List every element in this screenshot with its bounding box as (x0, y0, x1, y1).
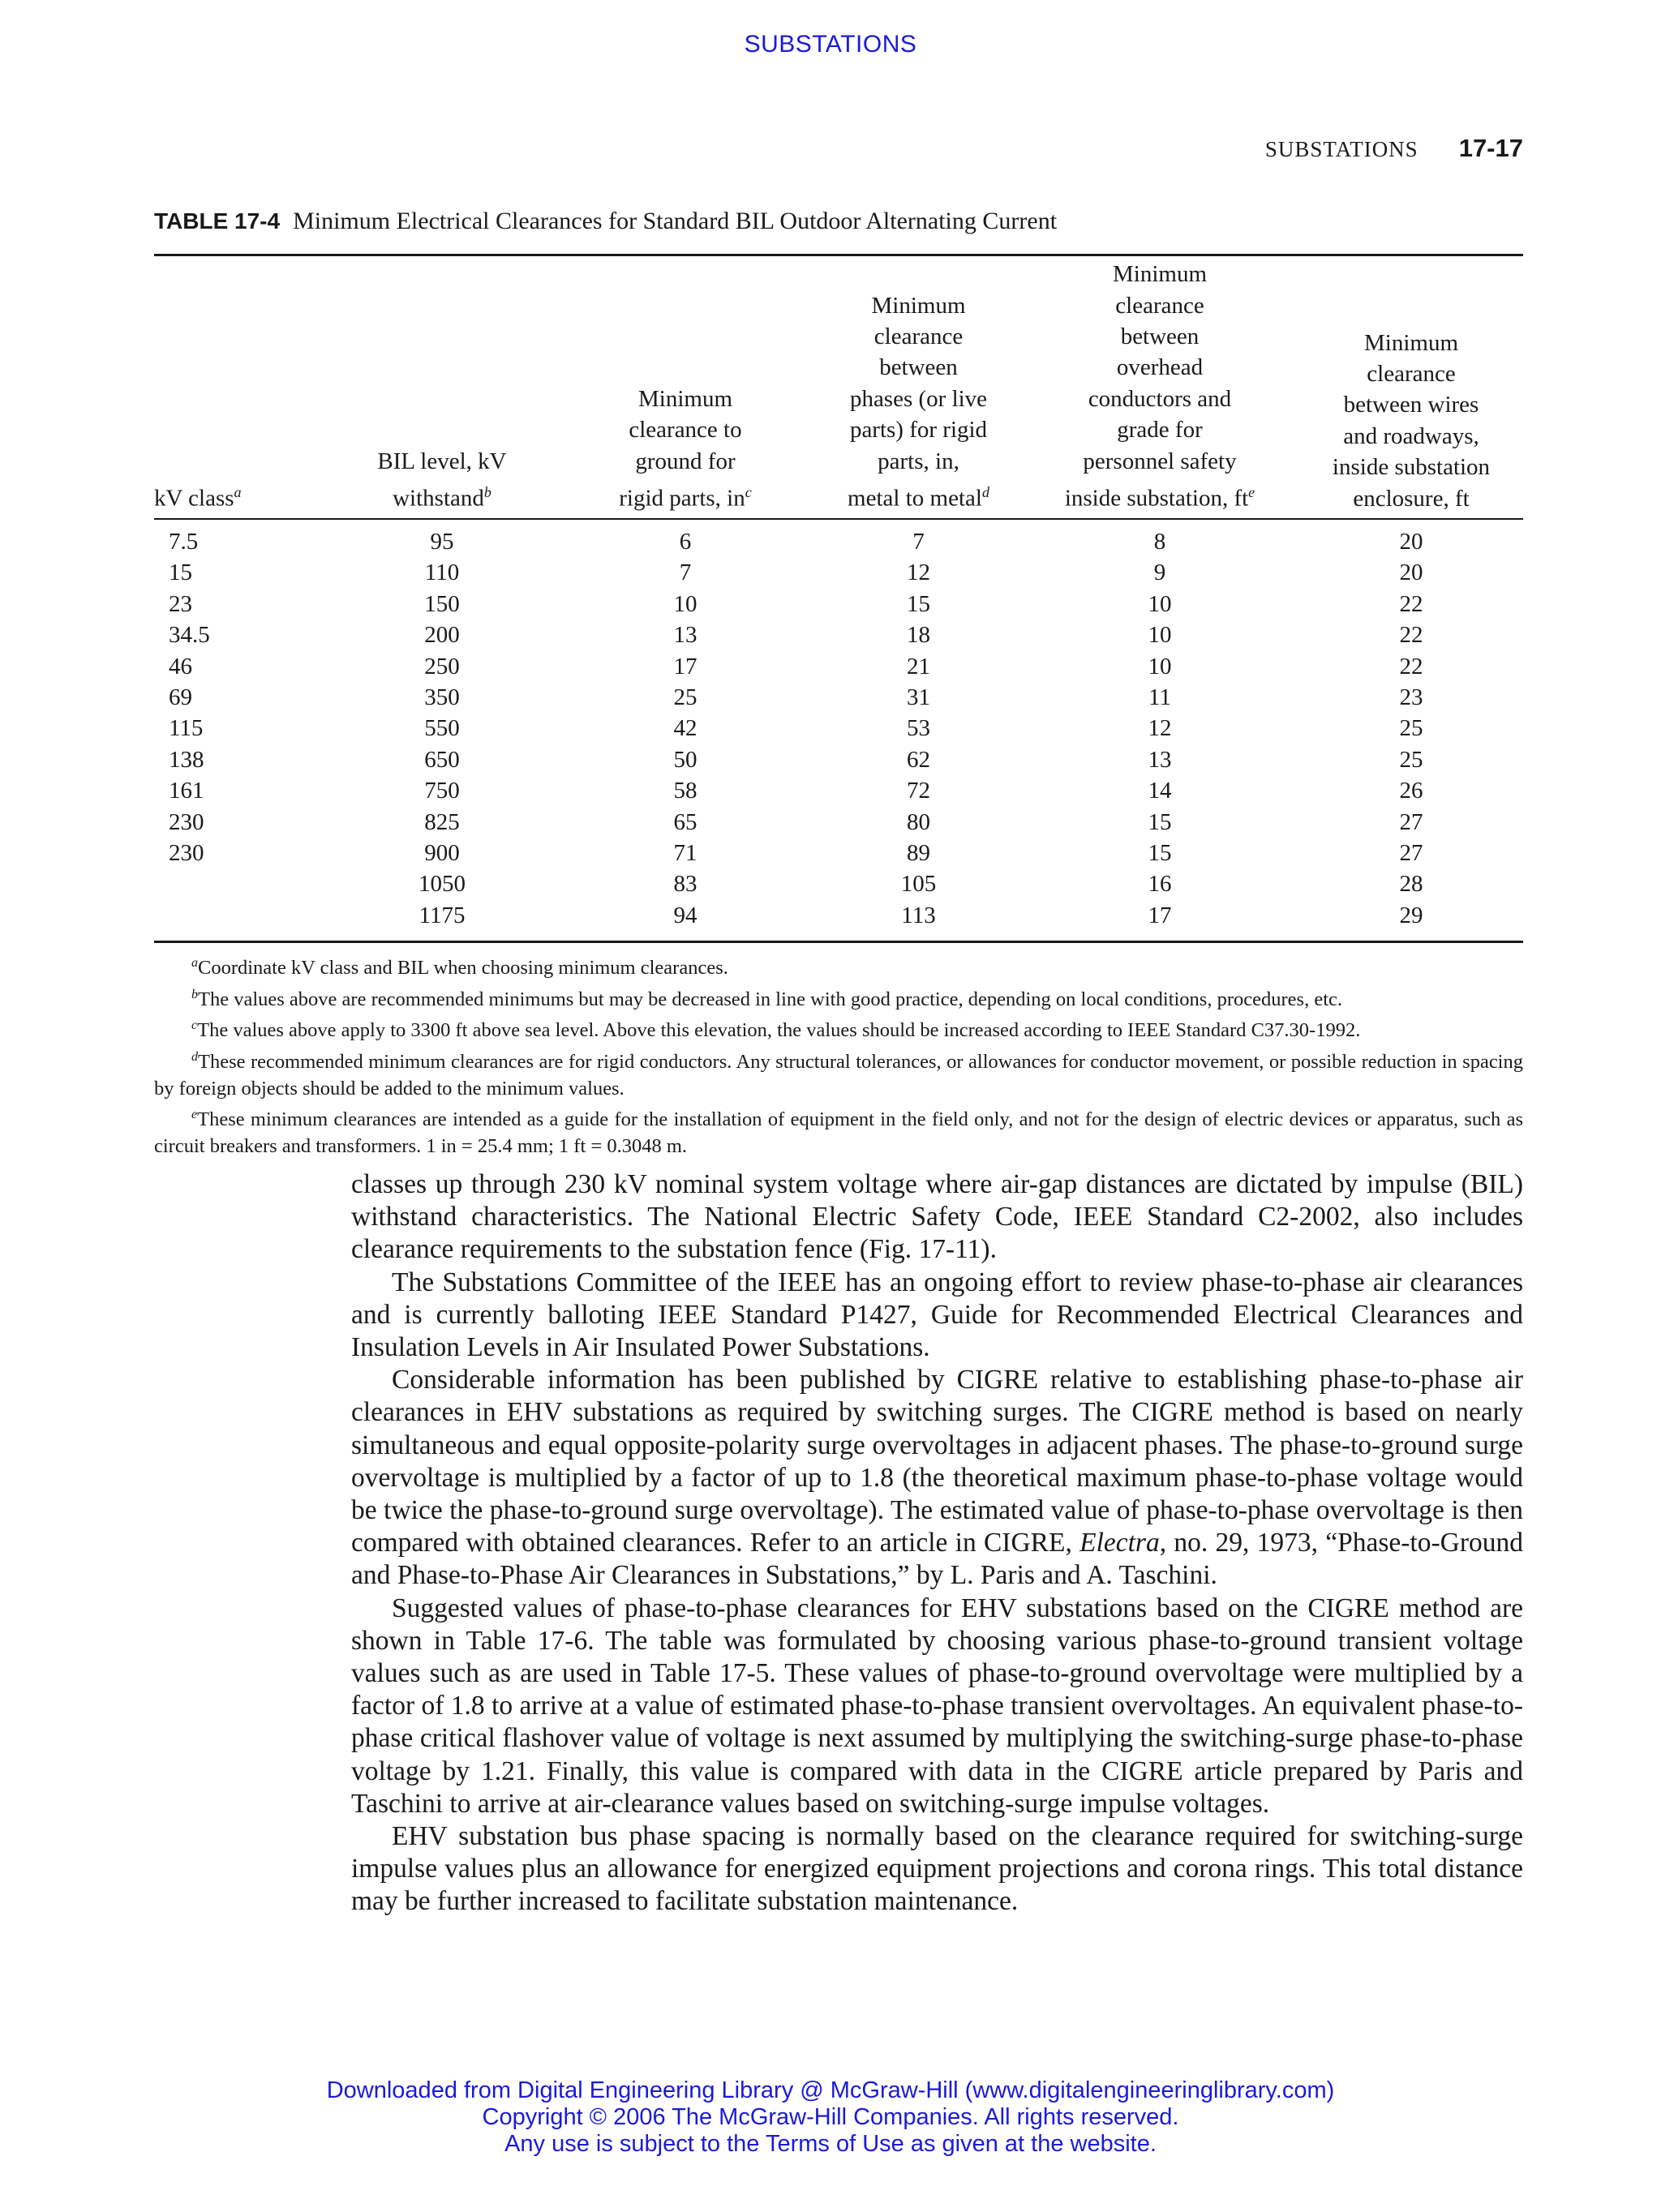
table-cell: 1050 (418, 871, 466, 898)
table-cell (154, 557, 235, 588)
table-cell: 16 (1148, 871, 1172, 898)
paragraph-1: classes up through 230 kV nominal system voltage where air-gap distances are dictated by impulse (BIL) withstand characteristics. The National Electric Safety Code, IEEE Standard C2-2002, also includes clearance requirements to the substation fence (Fig. 17-11). (351, 1169, 1523, 1265)
table-title: Minimum Electrical Clearances for Standard BIL Outdoor Alternating Current (293, 208, 1058, 234)
footnote (154, 1102, 1523, 1160)
kv-class-value: 69 (169, 684, 192, 710)
footnote-text: The values above apply to 3300 ft above sea level. Above this elevation, the values should be increased according to IEEE Standard C37.30-1992. (197, 1019, 1361, 1042)
header-line: between wires (1343, 392, 1479, 418)
header-line: clearance (873, 323, 964, 349)
kv-class-value: 138 (169, 746, 204, 773)
header-clearance-overhead (1022, 259, 1298, 514)
table-cell: 20 (1399, 559, 1423, 586)
footnote-marker: b (483, 483, 491, 500)
paragraph-2: The Substations Committee of the IEEE has an ongoing effort to review phase-to-phase air clearances and is currently balloting IEEE Standard P1427, Guide for Recommended Electrical Clearances and Insulation Levels in Air Insulated Power Substations. (351, 1267, 1523, 1363)
table-cell: 71 (673, 839, 697, 866)
table-row (154, 713, 1523, 744)
header-bil-level (346, 446, 539, 514)
paragraph-3-part-b: , no. 29, 1973, “Phase-to-Ground and Phase-to-Phase Air Clearances in Substations,” by L. Paris and A. Taschini. (351, 1528, 1523, 1591)
table-cell: 8 (1153, 529, 1166, 555)
table-top-rule (154, 254, 1523, 256)
table-cell: 53 (907, 715, 930, 742)
kv-class-value: 115 (169, 715, 204, 742)
table-cell: 25 (673, 684, 697, 710)
table-footnotes (154, 950, 1523, 1160)
header-line: phases (or live (849, 385, 988, 412)
table-cell: 113 (901, 902, 936, 928)
header-line-text: metal to metal (848, 485, 982, 512)
table-cell: 1175 (418, 902, 466, 928)
header-line: Minimum (1363, 329, 1458, 356)
table-row (154, 744, 1523, 775)
table-cell: 10 (673, 590, 697, 617)
table-cell: 42 (673, 715, 697, 742)
table-cell: 250 (424, 653, 460, 679)
table-cell: 22 (1399, 622, 1423, 649)
header-line (154, 477, 251, 514)
table-cell: 105 (900, 871, 937, 898)
header-line: personnel safety (1083, 448, 1237, 474)
header-line: clearance to (629, 417, 742, 444)
footnote (154, 950, 1523, 982)
table-cell: 12 (1148, 715, 1172, 742)
header-clearance-phases (795, 290, 1042, 515)
header-line-text: inside substation, ft (1064, 485, 1249, 512)
footnote-marker: b (191, 987, 198, 1001)
header-line: parts) for rigid (849, 417, 988, 444)
table-cell: 95 (430, 529, 454, 555)
table-cell: 825 (424, 808, 460, 835)
footnote-marker: a (234, 483, 242, 500)
running-head (1265, 134, 1523, 163)
paragraph-3 (351, 1364, 1523, 1592)
paragraph-3-part-a: Considerable information has been published by CIGRE relative to establishing phase-to-phase air clearances in EHV substations as required by switching surges. The CIGRE method is based on nearly simultaneous and equal opposite-polarity surge overvoltages in adjacent phases. The phase-to-ground surge overvoltage is multiplied by a factor of up to 1.8 (the theoretical maximum phase-to-phase voltage would be twice the phase-to-ground surge overvoltage). The estimated value of phase-to-phase overvoltage is then compared with obtained clearances. Refer to an article in CIGRE, (351, 1365, 1523, 1558)
table-cell: 750 (424, 778, 460, 804)
kv-class-value: 7.5 (169, 529, 199, 555)
kv-class-value: 23 (169, 590, 192, 617)
table-cell: 350 (424, 684, 460, 710)
header-line (795, 477, 1042, 514)
header-line: grade for (1117, 417, 1203, 444)
table-cell: 650 (424, 746, 460, 773)
table-cell: 14 (1148, 778, 1172, 804)
table-cell: 6 (679, 529, 692, 555)
table-body (154, 526, 1523, 931)
header-line: inside substation (1332, 454, 1491, 481)
kv-class-value: 34.5 (169, 622, 210, 649)
paragraph-4: Suggested values of phase-to-phase clearances for EHV substations based on the CIGRE method are shown in Table 17-6. The table was formulated by choosing various phase-to-ground transient voltage values such as are used in Table 17-5. These values of phase-to-ground overvoltage were multiplied by a factor of 1.8 to arrive at a value of estimated phase-to-phase transient overvoltages. An equivalent phase-to-phase critical flashover value of voltage is next assumed by multiplying the switching-surge phase-to-phase voltage by 1.21. Finally, this value is compared with data in the CIGRE article prepared by Paris and Taschini to arrive at air-clearance values based on switching-surge impulse voltages. (351, 1593, 1523, 1819)
footnote-text: These recommended minimum clearances are for rigid conductors. Any structural tolerances, or allowances for conductor movement, or possible reduction in spacing by foreign objects should be added to the minimum values. (154, 1051, 1523, 1100)
header-line: between (1120, 323, 1200, 349)
table-cell: 23 (1399, 684, 1423, 710)
header-line: overhead (1116, 354, 1204, 381)
table-header-rule (154, 518, 1523, 520)
table-cell: 22 (1399, 653, 1423, 679)
header-line: Minimum (1112, 261, 1207, 288)
table-cell: 50 (673, 746, 697, 773)
footer (0, 2077, 1661, 2158)
table-header (154, 263, 1523, 514)
table-cell: 150 (424, 590, 460, 617)
header-line-text: withstand (393, 485, 484, 512)
table-cell: 58 (673, 778, 697, 804)
table-bottom-rule (154, 941, 1523, 943)
table-row (154, 589, 1523, 619)
table-cell: 13 (1148, 746, 1172, 773)
table-cell: 17 (1148, 902, 1172, 928)
footnote (154, 1013, 1523, 1044)
table-cell: 10 (1148, 622, 1172, 649)
header-line: enclosure, ft (1353, 485, 1470, 512)
table-row (154, 557, 1523, 588)
table-row (154, 900, 1523, 931)
table-cell: 27 (1399, 808, 1423, 835)
header-line-text: rigid parts, in (619, 485, 745, 512)
table-cell: 10 (1148, 590, 1172, 617)
table-cell (154, 619, 235, 650)
table-cell: 26 (1399, 778, 1423, 804)
table-cell: 25 (1399, 715, 1423, 742)
table-cell: 550 (424, 715, 460, 742)
table-cell: 31 (907, 684, 930, 710)
footnote-marker: a (191, 956, 198, 970)
kv-class-value: 230 (169, 808, 204, 835)
kv-class-value: 230 (169, 839, 204, 866)
paragraph-3-journal: Electra (1079, 1528, 1160, 1558)
header-line: Minimum (871, 292, 966, 319)
table-cell: 200 (424, 622, 460, 649)
table-row (154, 775, 1523, 806)
table-cell: 21 (907, 653, 930, 679)
header-line-text: kV class (154, 485, 234, 512)
header-line (1022, 477, 1298, 514)
table-cell: 17 (673, 653, 697, 679)
table-cell (154, 526, 235, 557)
table-cell: 29 (1399, 902, 1423, 928)
table-cell: 13 (673, 622, 697, 649)
header-line (346, 477, 539, 514)
table-cell (154, 868, 235, 899)
table-cell: 20 (1399, 529, 1423, 555)
kv-class-value: 15 (169, 559, 192, 586)
table-row (154, 682, 1523, 713)
table-cell: 94 (673, 902, 697, 928)
table-cell: 83 (673, 871, 697, 898)
header-line: ground for (635, 448, 736, 474)
table-row (154, 838, 1523, 868)
table-cell: 12 (907, 559, 930, 586)
table-cell: 65 (673, 808, 697, 835)
table-cell: 7 (679, 559, 692, 586)
table-cell (154, 900, 235, 931)
table-cell: 110 (424, 559, 460, 586)
kv-class-value: 161 (169, 778, 204, 804)
header-line: BIL level, kV (377, 448, 507, 474)
top-banner: SUBSTATIONS (744, 31, 917, 58)
table-cell (154, 589, 235, 619)
footnote-text: These minimum clearances are intended as a guide for the installation of equipment in the field only, and not for the design of electric devices or apparatus, such as circuit breakers and transformers. 1 in = 25.4 mm; 1 ft = 0.3048 m. (154, 1108, 1523, 1157)
table-cell: 27 (1399, 839, 1423, 866)
table-cell: 15 (1148, 808, 1172, 835)
header-line (543, 477, 827, 514)
table-row (154, 868, 1523, 899)
header-line: conductors and (1088, 385, 1232, 412)
footer-copyright: Copyright © 2006 The McGraw-Hill Companies. All rights reserved. (482, 2104, 1179, 2130)
table-cell: 22 (1399, 590, 1423, 617)
footnote-marker: e (1248, 483, 1255, 500)
table-cell (154, 744, 235, 775)
table-cell (154, 807, 235, 838)
footnote-marker: c (191, 1018, 198, 1033)
footer-download-link[interactable]: Downloaded from Digital Engineering Library @ McGraw-Hill (www.digitalengineeringlibrary.com) (326, 2077, 1335, 2103)
header-kv-class (154, 477, 251, 514)
table-caption (154, 208, 1057, 235)
header-clearance-roadways (1290, 328, 1533, 514)
table-cell: 10 (1148, 653, 1172, 679)
header-line: and roadways, (1343, 422, 1479, 449)
table-cell: 25 (1399, 746, 1423, 773)
table-cell: 9 (1153, 559, 1166, 586)
kv-class-value: 46 (169, 653, 192, 679)
header-line: clearance (1115, 292, 1204, 319)
table-cell: 15 (1148, 839, 1172, 866)
table-cell: 28 (1399, 871, 1423, 898)
footnote-text: The values above are recommended minimums but may be decreased in line with good practice, depending on local conditions, procedures, etc. (198, 988, 1342, 1010)
table-row (154, 651, 1523, 682)
footnote (154, 982, 1523, 1014)
table-cell (154, 682, 235, 713)
table-cell: 15 (907, 590, 930, 617)
footnote-marker: e (191, 1108, 198, 1122)
footnote (154, 1044, 1523, 1102)
table-row (154, 526, 1523, 557)
table-cell (154, 651, 235, 682)
header-line: parts, in, (878, 448, 959, 474)
table-cell: 80 (907, 808, 930, 835)
table-cell: 900 (424, 839, 460, 866)
table-row (154, 619, 1523, 650)
footnote-marker: d (191, 1049, 198, 1064)
table-cell: 11 (1148, 684, 1171, 710)
table-row (154, 807, 1523, 838)
paragraph-5: EHV substation bus phase spacing is normally based on the clearance required for switching-surge impulse values plus an allowance for energized equipment projections and corona rings. This total distance may be further increased to facilitate substation maintenance. (351, 1821, 1523, 1917)
table-cell: 62 (907, 746, 930, 773)
table-cell (154, 775, 235, 806)
header-line: Minimum (637, 385, 732, 412)
running-head-section: SUBSTATIONS (1264, 137, 1419, 161)
table-cell: 89 (907, 839, 930, 866)
table-cell: 72 (907, 778, 930, 804)
footnote-marker: c (745, 483, 752, 500)
body-text (351, 1168, 1523, 1918)
page-number: 17-17 (1458, 134, 1523, 162)
footnote-text: Coordinate kV class and BIL when choosing minimum clearances. (198, 957, 728, 980)
header-line: between (879, 354, 958, 381)
footer-terms: Any use is subject to the Terms of Use as given at the website. (504, 2131, 1157, 2157)
table-cell (154, 838, 235, 868)
header-line: clearance (1367, 360, 1456, 387)
table-cell (154, 713, 235, 744)
header-clearance-ground (543, 384, 827, 514)
table-label: TABLE 17-4 (154, 208, 281, 234)
table-cell: 18 (907, 622, 930, 649)
footnote-marker: d (981, 483, 989, 500)
table-cell: 7 (912, 529, 925, 555)
